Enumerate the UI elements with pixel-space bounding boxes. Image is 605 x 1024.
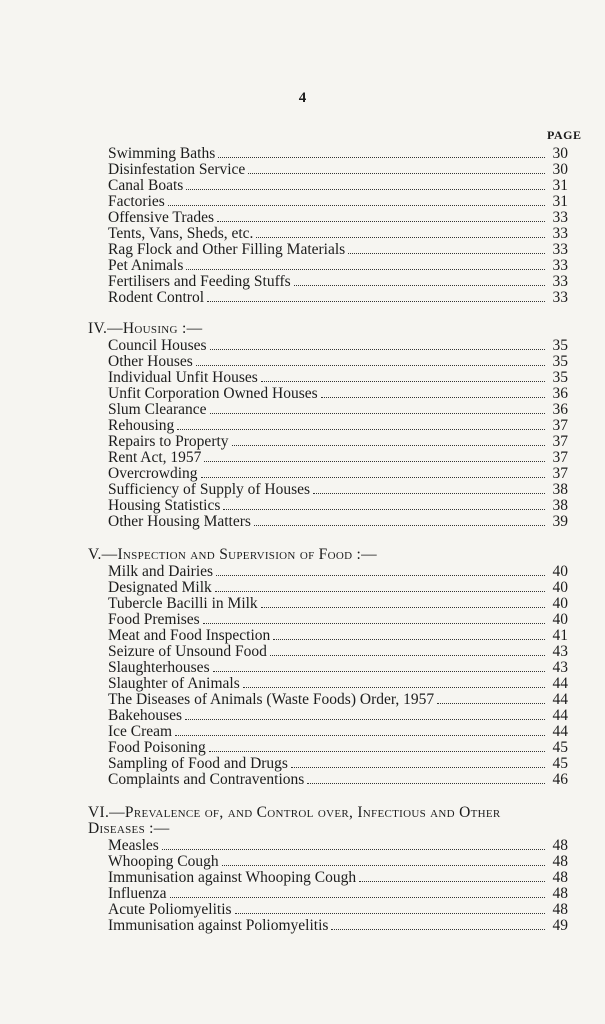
leader-dots: [321, 386, 545, 398]
toc-entry-label: Meat and Food Inspection: [108, 627, 271, 644]
toc-entry-label: Repairs to Property: [108, 433, 229, 450]
toc-entry-label: Seizure of Unsound Food: [108, 643, 267, 660]
toc-entry-label: Sufficiency of Supply of Houses: [108, 481, 311, 498]
toc-entry: [108, 226, 568, 242]
toc-entry-page: 37: [552, 417, 568, 434]
toc-entry-page: 35: [552, 369, 568, 386]
toc-entry: [108, 146, 568, 162]
toc-entry-page: 45: [552, 739, 568, 756]
leader-dots: [186, 258, 545, 270]
toc-entry-label: Whooping Cough: [108, 853, 219, 870]
toc-entry-page: 40: [552, 563, 568, 580]
toc-entry: [108, 870, 568, 886]
toc-entry: [108, 612, 568, 628]
toc-entry: [108, 692, 568, 708]
toc-entry-label: Slaughter of Animals: [108, 675, 240, 692]
toc-entry-page: 43: [552, 659, 568, 676]
toc-entry-label: Disinfestation Service: [108, 161, 246, 178]
leader-dots: [437, 692, 545, 704]
toc-entry-page: 35: [552, 353, 568, 370]
toc-entry-page: 33: [552, 257, 568, 274]
toc-entry-label: Milk and Dairies: [108, 563, 214, 580]
toc-entry: [108, 354, 568, 370]
toc-entry-label: Food Premises: [108, 611, 200, 628]
leader-dots: [248, 162, 545, 174]
toc-entry-label: Factories: [108, 193, 165, 210]
toc-entry: [108, 386, 568, 402]
page-column-header: PAGE: [547, 128, 582, 142]
toc-entry-label: Food Poisoning: [108, 739, 206, 756]
toc-entry-page: 49: [552, 917, 568, 934]
toc-entry-page: 40: [552, 579, 568, 596]
toc-entry: [108, 418, 568, 434]
toc-entry-page: 37: [552, 449, 568, 466]
toc-entry-page: 39: [552, 513, 568, 530]
toc-entry: [108, 370, 568, 386]
toc-entry-page: 31: [552, 193, 568, 210]
toc-entry: [108, 708, 568, 724]
toc-entry-page: 36: [552, 401, 568, 418]
toc-entry-page: 44: [552, 723, 568, 740]
toc-entry: [108, 466, 568, 482]
toc-entry: [108, 644, 568, 660]
leader-dots: [162, 838, 545, 850]
toc-entry: [108, 596, 568, 612]
toc-entry-page: 45: [552, 755, 568, 772]
toc-entry-page: 48: [552, 853, 568, 870]
toc-entry-page: 33: [552, 273, 568, 290]
toc-entry: [108, 178, 568, 194]
toc-entry: [108, 854, 568, 870]
toc-entry-page: 46: [552, 771, 568, 788]
leader-dots: [235, 902, 545, 914]
leader-dots: [291, 756, 545, 768]
toc-entry-page: 48: [552, 885, 568, 902]
toc-entry-label: Acute Poliomyelitis: [108, 901, 232, 918]
toc-entry-label: Rehousing: [108, 417, 175, 434]
toc-entry-page: 37: [552, 433, 568, 450]
toc-entry: [108, 902, 568, 918]
leader-dots: [232, 434, 545, 446]
leader-dots: [201, 466, 545, 478]
leader-dots: [261, 370, 545, 382]
toc-entry-page: 33: [552, 289, 568, 306]
toc-entry: [108, 498, 568, 514]
leader-dots: [331, 918, 545, 930]
toc-entry-label: Swimming Baths: [108, 145, 216, 162]
toc-entry-label: Tents, Vans, Sheds, etc.: [108, 225, 254, 242]
toc-entry-page: 48: [552, 901, 568, 918]
leader-dots: [313, 482, 545, 494]
leader-dots: [217, 210, 545, 222]
toc-entry-label: Other Housing Matters: [108, 513, 251, 530]
toc-entry-label: Unfit Corporation Owned Houses: [108, 385, 318, 402]
toc-entry: [108, 274, 568, 290]
leader-dots: [254, 514, 545, 526]
leader-dots: [222, 854, 545, 866]
toc-entry-page: 33: [552, 241, 568, 258]
toc-entry: [108, 756, 568, 772]
toc-entry-page: 30: [552, 161, 568, 178]
leader-dots: [210, 338, 545, 350]
toc-entry: [108, 564, 568, 580]
toc-entry-page: 31: [552, 177, 568, 194]
toc-entry-page: 43: [552, 643, 568, 660]
toc-entry: [108, 338, 568, 354]
leader-dots: [168, 194, 545, 206]
leader-dots: [256, 226, 545, 238]
leader-dots: [203, 612, 545, 624]
toc-entry-label: Slaughterhouses: [108, 659, 210, 676]
toc-entry: [108, 740, 568, 756]
toc-entry-label: Canal Boats: [108, 177, 184, 194]
leader-dots: [213, 660, 545, 672]
leader-dots: [216, 564, 545, 576]
toc-entry: [108, 676, 568, 692]
toc-entry-page: 44: [552, 707, 568, 724]
leader-dots: [223, 498, 545, 510]
toc-entry: [108, 258, 568, 274]
toc-entry-label: Other Houses: [108, 353, 193, 370]
toc-entry: [108, 450, 568, 466]
leader-dots: [207, 290, 545, 302]
toc-entry-page: 40: [552, 611, 568, 628]
toc-entry-label: Immunisation against Poliomyelitis: [108, 917, 329, 934]
leader-dots: [186, 178, 545, 190]
toc-entry-page: 41: [552, 627, 568, 644]
toc-entry: [108, 290, 568, 306]
section-heading-continued: Diseases :—: [88, 820, 170, 837]
toc-entry-label: Housing Statistics: [108, 497, 221, 514]
page-number: 4: [298, 90, 307, 106]
leader-dots: [177, 418, 545, 430]
leader-dots: [359, 870, 545, 882]
toc-entry-page: 48: [552, 869, 568, 886]
toc-entry-label: Complaints and Contraventions: [108, 771, 305, 788]
toc-entry: [108, 660, 568, 676]
toc-entry-page: 44: [552, 691, 568, 708]
leader-dots: [294, 274, 545, 286]
toc-entry-page: 33: [552, 209, 568, 226]
toc-entry-page: 48: [552, 837, 568, 854]
leader-dots: [175, 724, 545, 736]
leader-dots: [243, 676, 545, 688]
leader-dots: [170, 886, 545, 898]
toc-entry-label: Fertilisers and Feeding Stuffs: [108, 273, 291, 290]
toc-entry: [108, 402, 568, 418]
toc-entry-label: Sampling of Food and Drugs: [108, 755, 288, 772]
toc-entry-label: Influenza: [108, 885, 167, 902]
toc-entry-label: Measles: [108, 837, 159, 854]
leader-dots: [204, 450, 545, 462]
toc-entry-label: Pet Animals: [108, 257, 184, 274]
toc-entry-label: Council Houses: [108, 337, 207, 354]
toc-entry-page: 37: [552, 465, 568, 482]
toc-entry-page: 33: [552, 225, 568, 242]
toc-entry: [108, 918, 568, 934]
toc-entry-label: Individual Unfit Houses: [108, 369, 258, 386]
leader-dots: [210, 402, 545, 414]
toc-entry: [108, 434, 568, 450]
toc-entry-page: 30: [552, 145, 568, 162]
toc-entry-page: 40: [552, 595, 568, 612]
leader-dots: [307, 772, 545, 784]
toc-entry-label: Bakehouses: [108, 707, 183, 724]
toc-entry-label: Rag Flock and Other Filling Materials: [108, 241, 346, 258]
toc-entry: [108, 724, 568, 740]
toc-entry: [108, 628, 568, 644]
toc-entry-page: 36: [552, 385, 568, 402]
leader-dots: [270, 644, 545, 656]
toc-entry-page: 35: [552, 337, 568, 354]
leader-dots: [218, 146, 545, 158]
toc-entry-page: 38: [552, 497, 568, 514]
toc-entry-label: The Diseases of Animals (Waste Foods) Order, 1957: [108, 691, 435, 708]
toc-entry: [108, 886, 568, 902]
toc-entry: [108, 772, 568, 788]
toc-entry: [108, 210, 568, 226]
toc-entry: [108, 514, 568, 530]
toc-entry-page: 44: [552, 675, 568, 692]
toc-entry: [108, 242, 568, 258]
section-heading: V.—Inspection and Supervision of Food :—: [88, 546, 377, 563]
toc-entry: [108, 580, 568, 596]
toc-entry-label: Ice Cream: [108, 723, 173, 740]
toc-entry-label: Designated Milk: [108, 579, 212, 596]
section-heading: IV.—Housing :—: [88, 320, 203, 337]
toc-entry-label: Rodent Control: [108, 289, 205, 306]
leader-dots: [185, 708, 545, 720]
toc-entry: [108, 162, 568, 178]
leader-dots: [273, 628, 545, 640]
toc-entry-label: Rent Act, 1957: [108, 449, 202, 466]
leader-dots: [348, 242, 545, 254]
toc-entry: [108, 838, 568, 854]
leader-dots: [215, 580, 545, 592]
toc-entry-label: Slum Clearance: [108, 401, 207, 418]
toc-entry-label: Immunisation against Whooping Cough: [108, 869, 357, 886]
leader-dots: [261, 596, 545, 608]
toc-entry-page: 38: [552, 481, 568, 498]
leader-dots: [209, 740, 545, 752]
toc-entry: [108, 194, 568, 210]
toc-entry-label: Offensive Trades: [108, 209, 215, 226]
section-heading: VI.—Prevalence of, and Control over, Infectious and Other: [88, 804, 501, 821]
leader-dots: [196, 354, 545, 366]
toc-entry-label: Tubercle Bacilli in Milk: [108, 595, 258, 612]
toc-entry: [108, 482, 568, 498]
toc-entry-label: Overcrowding: [108, 465, 198, 482]
